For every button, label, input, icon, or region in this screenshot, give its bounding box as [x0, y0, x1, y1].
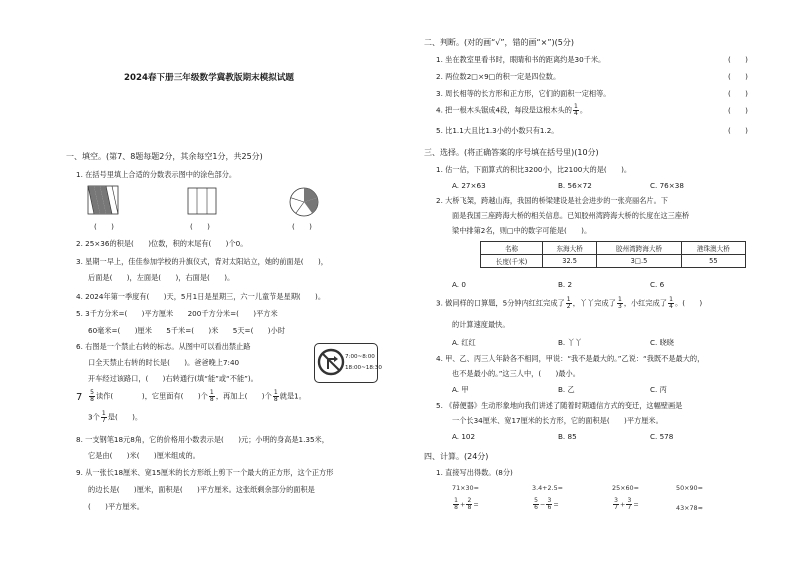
section2-heading: 二、判断。(对的画“√”，错的画“×”)(5分): [424, 38, 574, 47]
section4-heading: 四、计算。(24分): [424, 452, 489, 461]
table-header-cell: 胶州湾跨海大桥: [597, 242, 681, 255]
q7-part-a: 读作( )，它里面有( )个: [96, 391, 208, 401]
table-cell: 长度(千米): [481, 255, 543, 268]
figure-rectangle-strips: [188, 188, 218, 216]
q5-line2: 60毫米=( )厘米 5千米=( )米 5天=( )小时: [88, 326, 285, 335]
judge-item-5: 5. 比1.1大且比1.3小的小数只有1.2。: [436, 126, 559, 135]
q7-fraction-3: $\frac{1}{8}$: [273, 389, 278, 403]
judge-answer-3[interactable]: ( ): [728, 89, 748, 98]
choice-q3-opt-a[interactable]: A. 红红: [452, 338, 476, 347]
judge-item-2: 2. 两位数2□×9□的积一定是四位数。: [436, 72, 561, 81]
q1-blank-3[interactable]: ( ): [292, 222, 312, 231]
q7-fraction-2: $\frac{1}{8}$: [209, 389, 214, 403]
q7-part-e: 是( )。: [107, 412, 143, 422]
section3-heading: 三、选择。(将正确答案的序号填在括号里)(10分): [424, 148, 599, 157]
page-title: 2024春下册三年级数学冀教版期末模拟试题: [124, 73, 295, 83]
choice-q1-opt-a[interactable]: A. 27×63: [452, 181, 486, 190]
choice-q4-line1: 4. 甲、乙、丙三人年龄各不相同，甲说：“我不是最大的。”乙说：“我既不是最大的，: [436, 354, 705, 363]
choice-q1-opt-c[interactable]: C. 76×38: [650, 181, 684, 190]
calc-fraction-expr-3: $\frac{3}{7}$ + $\frac{3}{7}$ =: [614, 497, 639, 511]
figure-circle-sectors: [288, 186, 320, 218]
choice-q3-fraction-2: $\frac{1}{3}$: [617, 296, 622, 310]
table-header-cell: 东海大桥: [543, 242, 597, 255]
choice-q4-opt-a[interactable]: A. 甲: [452, 385, 469, 394]
judge-item-3: 3. 周长相等的长方形和正方形，它们的面积一定相等。: [436, 89, 611, 98]
q8-line2: 它是由( )米( )厘米组成的。: [88, 451, 200, 460]
bridge-table: [480, 241, 746, 268]
calc-q1: 1. 直接写出得数。(8分): [436, 468, 513, 477]
choice-q5-opt-c[interactable]: C. 578: [650, 432, 674, 441]
table-row: [481, 255, 746, 268]
judge-item-4-fraction: $\frac{1}{4}$: [573, 103, 578, 117]
q7-part-b: ，再加上( )个: [215, 391, 272, 401]
sign-time-1: 7:00~8:00: [345, 354, 375, 360]
q7-part-d: 3个: [88, 412, 100, 422]
judge-answer-4[interactable]: ( ): [728, 106, 748, 115]
choice-q3-part4: 。( ): [675, 298, 703, 308]
sign-time-2: 18:00~18:30: [345, 365, 382, 371]
q7-line1: [88, 390, 306, 403]
q1-blank-2[interactable]: ( ): [190, 222, 210, 231]
choice-q3-part2: ，丫丫完成了: [572, 298, 616, 308]
q7-line2: [88, 411, 142, 424]
q2-text: 2. 25×36的积是( )位数，积的末尾有( )个0。: [76, 239, 248, 248]
choice-q2-line3: 梁中排第2名，则□中的数字可能是( )。: [452, 226, 592, 235]
choice-q4-opt-b[interactable]: B. 乙: [558, 385, 575, 394]
q1-blank-1[interactable]: ( ): [94, 222, 114, 231]
no-right-turn-sign: [314, 343, 382, 383]
choice-q3-part1: 3. 做同样的口算题，5分钟内红红完成了: [436, 298, 565, 308]
q9-line1: 9. 从一张长18厘米、宽15厘米的长方形纸上剪下一个最大的正方形，这个正方形: [76, 468, 334, 477]
no-right-turn-icon: [318, 348, 344, 376]
calc-item-4: 50×90=: [676, 484, 703, 492]
choice-q2-opt-c[interactable]: C. 6: [650, 280, 665, 289]
choice-q1: 1. 估一估，下面算式的积比3200小，比2100大的是( )。: [436, 165, 632, 174]
q7-fraction-1: $\frac{5}{8}$: [90, 389, 94, 403]
choice-q5-line2: 一个长34厘米、宽17厘米的长方形，它的面积是( )平方厘米。: [452, 416, 663, 425]
choice-q2-line1: 2. 大桥飞架，跨越山海，我国的桥梁建设是社会进步的一张亮丽名片。下: [436, 196, 668, 205]
choice-q5-opt-a[interactable]: A. 102: [452, 432, 476, 441]
choice-q4-opt-c[interactable]: C. 丙: [650, 385, 667, 394]
choice-q3-fraction-1: $\frac{1}{2}$: [566, 296, 571, 310]
choice-q2-opt-a[interactable]: A. 0: [452, 280, 466, 289]
q7-number: 7: [76, 392, 83, 403]
q1-text: 1. 在括号里填上合适的分数表示图中的涂色部分。: [76, 170, 237, 179]
calc-item-3: 25×60=: [612, 484, 639, 492]
calc-item-estimate: 43×78≈: [676, 504, 703, 512]
q6-line2: 口全天禁止右转的时长是( )。爸爸晚上7:40: [88, 358, 240, 367]
choice-q3-opt-c[interactable]: C. 晓晓: [650, 338, 674, 347]
table-header-cell: 港珠澳大桥: [681, 242, 745, 255]
choice-q1-opt-b[interactable]: B. 56×72: [558, 181, 592, 190]
q9-line2: 的边长是( )厘米，面积是( )平方厘米。这张纸剩余部分的面积是: [88, 485, 315, 494]
calc-item-1: 71×30=: [452, 484, 479, 492]
judge-answer-2[interactable]: ( ): [728, 72, 748, 81]
table-header-row: [481, 242, 746, 255]
choice-q5-opt-b[interactable]: B. 85: [558, 432, 577, 441]
choice-q2-line2: 面是我国三座跨海大桥的相关信息。已知胶州湾跨海大桥的长度在这三座桥: [452, 211, 690, 220]
calc-fraction-expr-2: $\frac{5}{6}$ − $\frac{3}{6}$ =: [534, 497, 559, 511]
calc-fraction-expr-1: $\frac{1}{8}$ + $\frac{2}{8}$ =: [454, 497, 479, 511]
judge-answer-5[interactable]: ( ): [728, 126, 748, 135]
choice-q3-line2: 的计算速度最快。: [452, 320, 510, 329]
choice-q4-line2: 也不是最小的。”这三人中，( )最小。: [452, 369, 580, 378]
table-header-cell: 名称: [481, 242, 543, 255]
table-cell: 3□.5: [597, 255, 681, 268]
q3-line1: 3. 星期一早上，佳佳参加学校的升旗仪式，背对太阳站立，她的前面是( )，: [76, 257, 328, 266]
choice-q3-part3: ，小红完成了: [623, 298, 667, 308]
table-cell: 55: [681, 255, 745, 268]
q9-line3: ( )平方厘米。: [88, 502, 144, 511]
q6-line3: 开车经过该路口，( )右转通行(填“能”或“不能”)。: [88, 374, 258, 383]
judge-answer-1[interactable]: ( ): [728, 55, 748, 64]
q4-text: 4. 2024年第一季度有( )天，5月1日是星期三，六一儿童节是星期( )。: [76, 292, 326, 301]
q6-line1: 6. 右图是一个禁止右转的标志。从图中可以看出禁止路: [76, 342, 251, 351]
choice-q2-opt-b[interactable]: B. 2: [558, 280, 573, 289]
section1-heading: 一、填空。(第7、8题每题2分，其余每空1分，共25分): [66, 152, 263, 161]
q8-line1: 8. 一支钢笔18元8角，它的价格用小数表示是( )元；小明的身高是1.35米，: [76, 435, 329, 444]
calc-item-2: 3.4+2.5=: [532, 484, 564, 492]
judge-item-1: 1. 坐在教室里看书时，眼睛和书的距离约是30千米。: [436, 55, 606, 64]
choice-q3-line1: [436, 297, 702, 310]
q3-line2: 后面是( )，左面是( )，右面是( )。: [88, 273, 235, 282]
q5-line1: 5. 3千方分米=( )平方厘米 200千方分米=( )平方米: [76, 309, 278, 318]
judge-item-4-text: 4. 把一根木头锯成4段，每段是这根木头的: [436, 105, 572, 115]
judge-item-4: [436, 104, 587, 117]
figure-parallelograms: [88, 186, 124, 216]
choice-q3-fraction-3: $\frac{1}{4}$: [669, 296, 673, 310]
table-cell: 32.5: [543, 255, 597, 268]
q7-fraction-4: $\frac{1}{7}$: [101, 410, 106, 424]
judge-item-4-end: 。: [579, 105, 588, 115]
choice-q5-line1: 5. 《薛便器》生动形象地向我们讲述了随着时期通信方式的变迁，这幅壁画是: [436, 401, 683, 410]
q7-part-c: 就是1。: [279, 391, 306, 401]
choice-q3-opt-b[interactable]: B. 丫丫: [558, 338, 582, 347]
